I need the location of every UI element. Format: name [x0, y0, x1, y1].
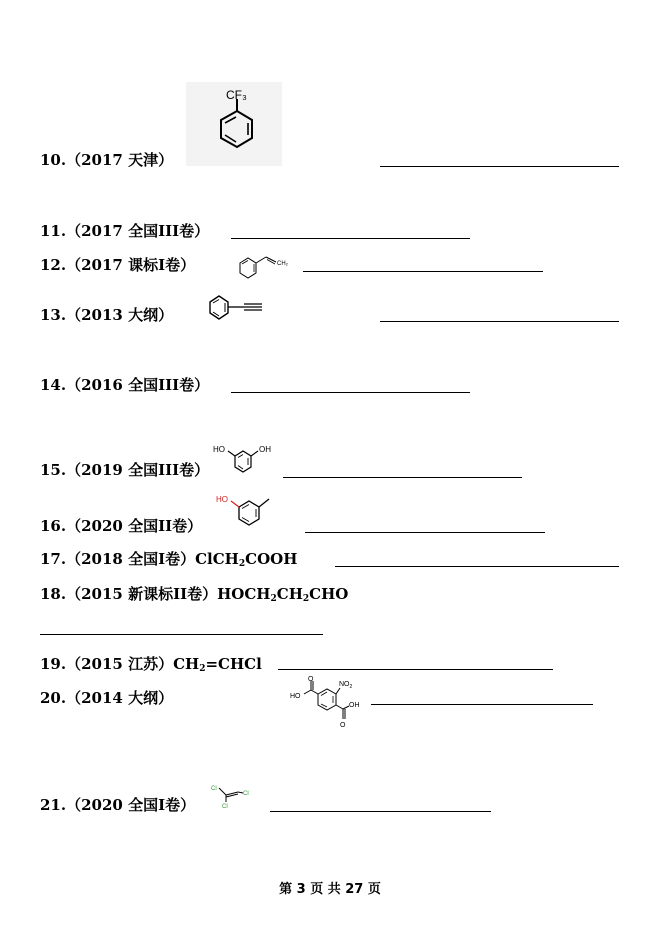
- question-16: 16.（2020 全国II卷）: [40, 517, 203, 535]
- answer-line-21[interactable]: [270, 811, 491, 812]
- answer-line-10[interactable]: [380, 166, 619, 167]
- page-number: 第 3 页 共 27 页: [279, 882, 381, 897]
- answer-line-15[interactable]: [283, 477, 522, 478]
- question-10: 10.（2017 天津）: [40, 151, 174, 169]
- svg-text:Cl: Cl: [222, 804, 228, 809]
- svg-text:Cl: Cl: [211, 786, 217, 792]
- oh-label: OH: [259, 445, 271, 454]
- resorcinol-structure-icon: [210, 442, 276, 482]
- cf3-label: CF₃: [226, 88, 247, 102]
- formula-17: ClCH$_2$COOH: [195, 550, 298, 569]
- answer-line-11[interactable]: [231, 238, 470, 239]
- answer-line-19[interactable]: [278, 669, 553, 670]
- phenylacetylene-structure-icon: [206, 289, 268, 323]
- answer-line-18[interactable]: [40, 634, 323, 635]
- question-19: 19.（2015 江苏）$CH_2=CHCl$: [40, 655, 262, 674]
- question-18: 18.（2015 新课标II卷）$HOCH_2CH_2CHO$: [40, 585, 349, 604]
- formula-18: $HOCH_2CH_2CHO$: [217, 585, 349, 604]
- svg-text:Cl: Cl: [243, 791, 249, 797]
- ho-label: HO: [213, 445, 225, 454]
- ch2-label: CH₂: [277, 261, 288, 267]
- question-15: 15.（2019 全国III卷）: [40, 461, 210, 479]
- question-13: 13.（2013 大纲）: [40, 306, 174, 324]
- nitroterephthalic-acid-structure-icon: [285, 676, 369, 732]
- ho-label: HO: [216, 495, 228, 504]
- question-11: 11.（2017 全国III卷）: [40, 222, 210, 240]
- answer-line-17[interactable]: [335, 566, 619, 567]
- svg-text:HO: HO: [290, 693, 301, 700]
- answer-line-20[interactable]: [371, 704, 593, 705]
- question-21: 21.（2020 全国Ⅰ卷）: [40, 796, 196, 814]
- question-20: 20.（2014 大纲）: [40, 689, 174, 707]
- vinylcyclohexadiene-structure-icon: [234, 252, 296, 284]
- svg-text:O: O: [308, 676, 314, 683]
- trifluoromethylbenzene-structure-icon: [186, 82, 282, 166]
- m-cresol-structure-icon: [210, 491, 290, 533]
- question-12: 12.（2017 课标Ⅰ卷）: [40, 256, 196, 274]
- answer-line-14[interactable]: [231, 392, 470, 393]
- answer-line-13[interactable]: [380, 321, 619, 322]
- question-14: 14.（2016 全国III卷）: [40, 376, 210, 394]
- svg-text:OH: OH: [349, 702, 360, 709]
- svg-text:O: O: [340, 722, 346, 729]
- question-17: 17.（2018 全国Ⅰ卷）ClCH$_2$COOH: [40, 550, 298, 569]
- trichloroethylene-structure-icon: [208, 783, 254, 809]
- svg-text:NO2: $NO_2$: [339, 681, 353, 690]
- answer-line-12[interactable]: [303, 271, 543, 272]
- answer-line-16[interactable]: [305, 532, 545, 533]
- formula-19: $CH_2=CHCl$: [173, 655, 262, 674]
